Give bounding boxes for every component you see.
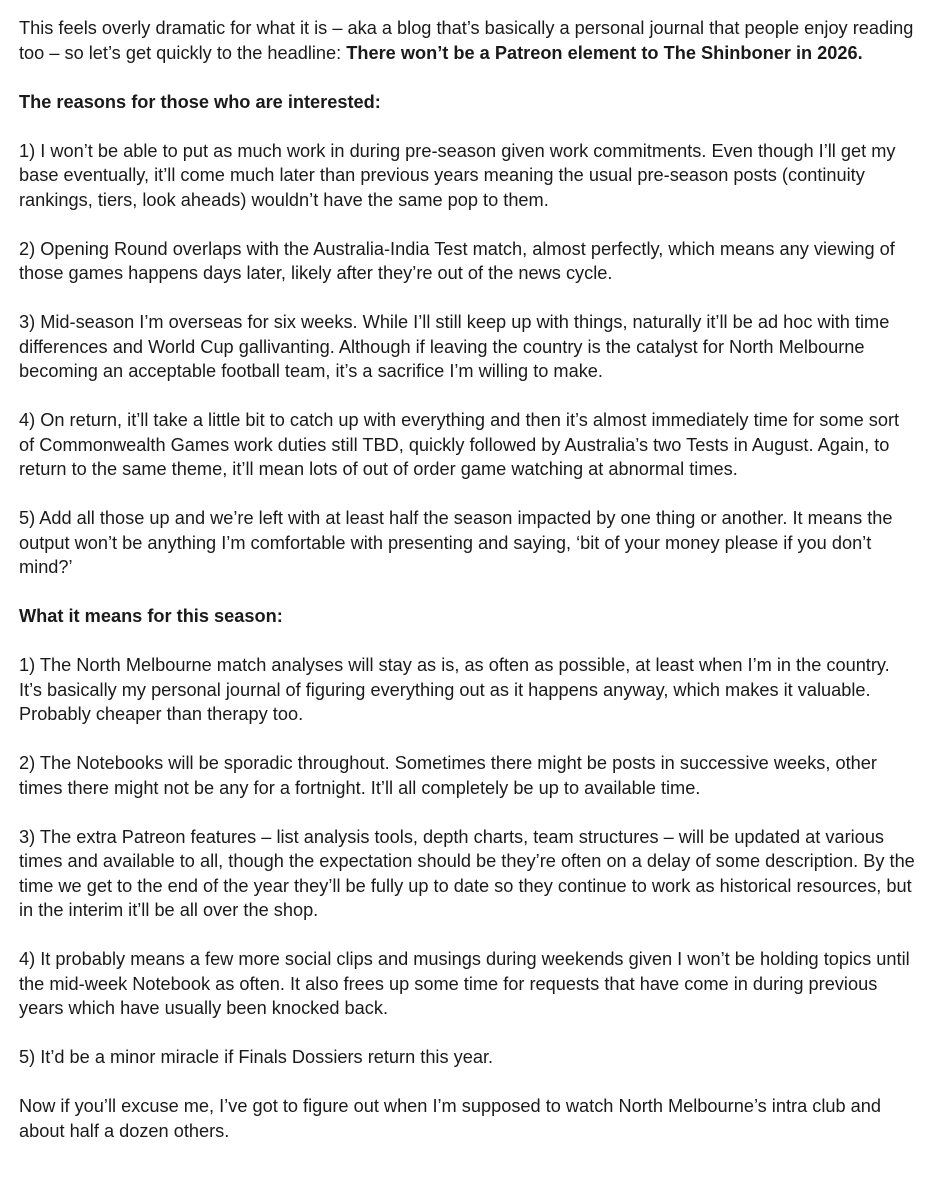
season-item-4: 4) It probably means a few more social clips and musings during weekends given I won’t be holding topics until the mid-week Notebook as often. It also frees up some time for requests that have come in during previous years which have usually been knocked back. xyxy=(19,949,910,1018)
reason-item-3: 3) Mid-season I’m overseas for six weeks. While I’ll still keep up with things, naturally it’ll be ad hoc with time differences and World Cup gallivanting. Although if leaving the country is the catalyst for North Melbourne becoming an acceptable football team, it’s a sacrifice I’m willing to make. xyxy=(19,312,890,381)
intro-text: This feels overly dramatic for what it is – aka a blog that’s basically a personal journal that people enjoy reading too – so let’s get quickly to the headline: xyxy=(19,18,914,63)
season-item-3: 3) The extra Patreon features – list analysis tools, depth charts, team structures – will be updated at various times and available to all, though the expectation should be they’re often on a delay of some description. By the time we get to the end of the year they’ll be fully up to date so they continue to work as historical resources, but in the interim it’ll be all over the shop. xyxy=(19,826,915,920)
season-item-1: 1) The North Melbourne match analyses will stay as is, as often as possible, at least when I’m in the country. It’s basically my personal journal of figuring everything out as it happens anyway, which makes it valuable. Probably cheaper than therapy too. xyxy=(19,655,890,724)
reason-item-4: 4) On return, it’ll take a little bit to catch up with everything and then it’s almost immediately time for some sort of Commonwealth Games work duties still TBD, quickly followed by Australia’s two Tests in August. Again, to return to the same theme, it’ll mean lots of out of order game watching at abnormal times. xyxy=(19,410,900,479)
reason-item-2: 2) Opening Round overlaps with the Australia-India Test match, almost perfectly, which means any viewing of those games happens days later, likely after they’re out of the news cycle. xyxy=(19,238,895,283)
reason-item-1: 1) I won’t be able to put as much work in during pre-season given work commitments. Even though I’ll get my base eventually, it’ll come much later than previous years meaning the usual pre-season posts (continuity rankings, tiers, look aheads) wouldn’t have the same pop to them. xyxy=(19,140,896,210)
season-item-2: 2) The Notebooks will be sporadic throughout. Sometimes there might be posts in successive weeks, other times there might not be any for a fortnight. It’ll all completely be up to available time. xyxy=(19,753,877,798)
headline: There won’t be a Patreon element to The Shinboner in 2026. xyxy=(346,42,863,63)
reason-item-5: 5) Add all those up and we’re left with at least half the season impacted by one thing or another. It means the output won’t be anything I’m comfortable with presenting and saying, ‘bit of your money please if you don’t mind?’ xyxy=(19,508,893,577)
reasons-heading: The reasons for those who are interested: xyxy=(19,91,381,112)
season-heading: What it means for this season: xyxy=(19,606,283,626)
closing-paragraph: Now if you’ll excuse me, I’ve got to figure out when I’m supposed to watch North Melbourne’s intra club and about half a dozen others. xyxy=(19,1096,881,1141)
season-item-5: 5) It’d be a minor miracle if Finals Dossiers return this year. xyxy=(19,1047,494,1067)
intro-paragraph xyxy=(19,16,916,65)
